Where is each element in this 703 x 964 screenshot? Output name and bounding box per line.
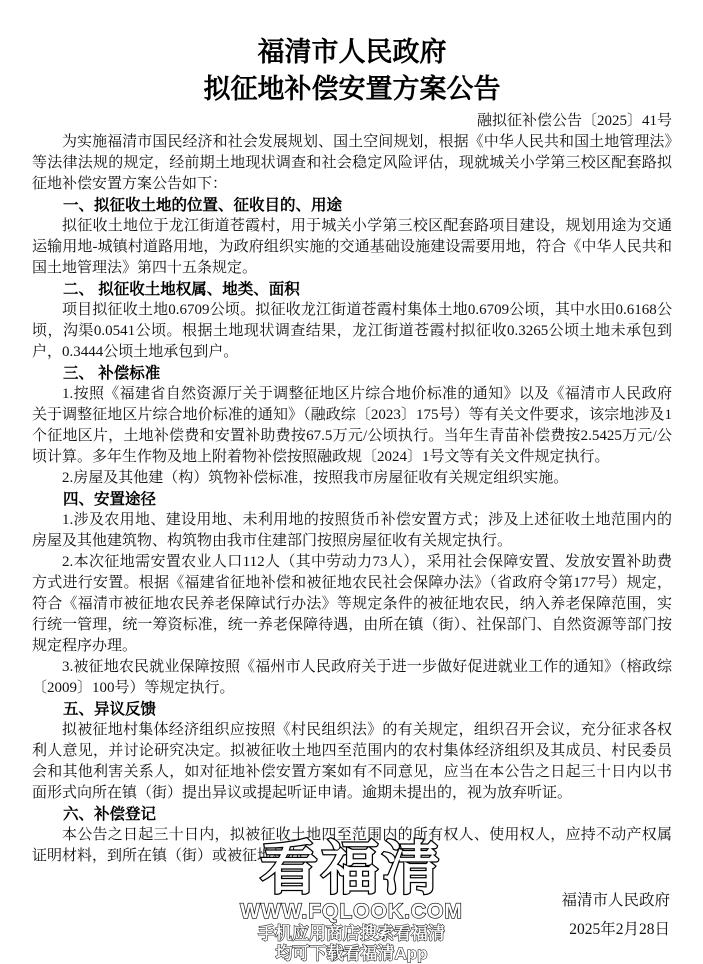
- section-heading-1: 一、拟征收土地的位置、征收目的、用途: [63, 197, 343, 214]
- section-2-paragraph: 项目拟征收土地0.6709公顷。拟征收龙江街道苍霞村集体土地0.6709公顷，其中水田0.6168公顷，沟渠0.0541公顷。根据土地现状调查结果，龙江街道苍霞村拟征收0.3265公顷土地未承包到户，0.3444公顷土地承包到户。: [32, 302, 672, 360]
- watermark-brand: 看福清: [259, 836, 444, 901]
- watermark: [240, 838, 463, 964]
- signature-date: 2025年2月28日: [569, 921, 670, 938]
- page-title: 福清市人民政府: [257, 37, 447, 67]
- doc-number: 融拟征补偿公告〔2025〕41号: [476, 113, 672, 129]
- intro-paragraph: 为实施福清市国民经济和社会发展规划、国土空间规划，根据《中华人民共和国土地管理法》等法律法规的规定，经前期土地现状调查和社会稳定风险评估，现就城关小学第三校区配套路拟征地补偿安置方案公告如下：: [32, 134, 672, 192]
- section-1-paragraph: 拟征收土地位于龙江街道苍霞村，用于城关小学第三校区配套路项目建设，规划用途为交通运输用地-城镇村道路用地，为政府组织实施的交通基础设施建设需要用地，符合《中华人民共和国土地管理法》第四十五条规定。: [32, 218, 672, 276]
- section-heading-3: 三、 补偿标准: [63, 365, 161, 382]
- watermark-caption-2: 均可下载看福清App: [275, 944, 428, 963]
- page-subtitle: 拟征地补偿安置方案公告: [203, 74, 501, 104]
- section-heading-4: 四、安置途径: [63, 491, 157, 508]
- section-heading-5: 五、异议反馈: [63, 701, 157, 718]
- section-4-paragraph-3: 3.被征地农民就业保障按照《福州市人民政府关于进一步做好促进就业工作的通知》（榕政综〔2009〕100号）等规定执行。: [32, 659, 672, 696]
- section-4-paragraph-1: 1.涉及农用地、建设用地、未利用地的按照货币补偿安置方式；涉及上述征收土地范围内的房屋及其他建筑物、构筑物由我市住建部门按照房屋征收有关规定执行。: [32, 512, 672, 549]
- watermark-caption-1: 手机应用商店搜索看福清: [257, 924, 445, 943]
- watermark-url: WWW.FQLOOK.COM: [240, 900, 463, 923]
- section-3-paragraph-1: 1.按照《福建省自然资源厅关于调整征地区片综合地价标准的通知》以及《福清市人民政府关于调整征地区片综合地价标准的通知》（融政综〔2023〕175号）等有关文件要求，该宗地涉及1个征地区片，土地补偿费和安置补助费按67.5万元/公顷执行。当年生青苗补偿费按2.5425万元/公顷计算。多年生作物及地上附着物补偿按照融政规〔2024〕1号文等有关文件规定执行。: [32, 386, 672, 465]
- section-3-paragraph-2: 2.房屋及其他建（构）筑物补偿标准，按照我市房屋征收有关规定组织实施。: [62, 470, 569, 486]
- signature-issuer: 福清市人民政府: [561, 892, 670, 909]
- section-5-paragraph: 拟被征地村集体经济组织应按照《村民组织法》的有关规定，组织召开会议，充分征求各权利人意见，并讨论研究决定。拟被征收土地四至范围内的农村集体经济组织及其成员、村民委员会和其他利害关系人，如对征地补偿安置方案如有不同意见，应当在本公告之日起三十日内以书面形式向所在镇（街）提出异议或提起听证申请。逾期未提出的，视为放弃听证。: [32, 722, 672, 801]
- section-6-paragraph: 本公告之日起三十日内，拟被征收土地四至范围内的所有权人、使用权人，应持不动产权属证明材料，到所在镇（街）或被征地村办: [32, 827, 672, 864]
- section-4-paragraph-2: 2.本次征地需安置农业人口112人（其中劳动力73人），采用社会保障安置、发放安置补助费方式进行安置。根据《福建省征地补偿和被征地农民社会保障办法》（省政府令第177号）规定，符合《福清市被征地农民养老保障试行办法》等规定条件的被征地农民，纳入养老保障范围，实行统一管理，统一筹资标准，统一养老保障待遇，由所在镇（街）、社保部门、自然资源等部门按规定程序办理。: [32, 554, 672, 654]
- section-heading-2: 二、 拟征收土地权属、地类、面积: [63, 281, 300, 298]
- section-heading-6: 六、补偿登记: [63, 806, 157, 823]
- signature-block: [561, 886, 670, 944]
